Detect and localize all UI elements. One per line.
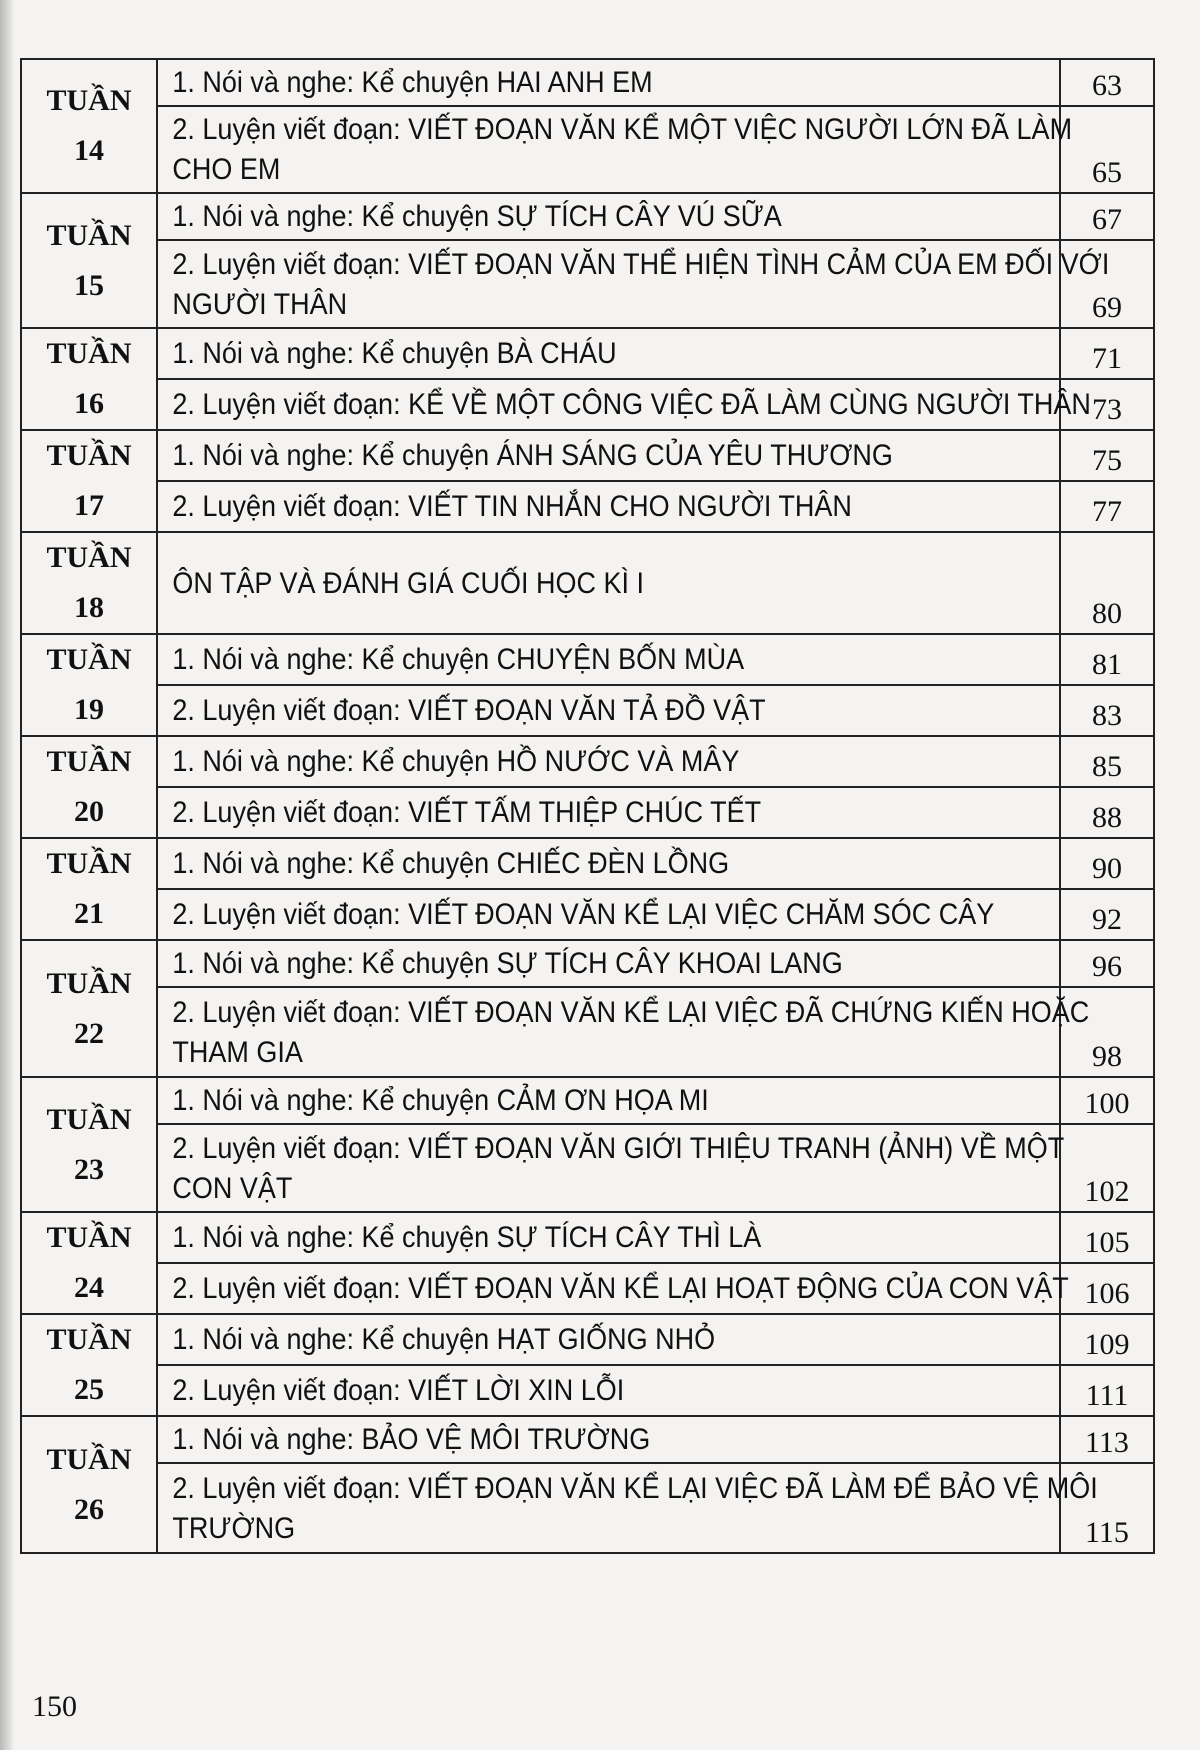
toc-row: [21, 1463, 1154, 1553]
toc-row: [21, 1077, 1154, 1124]
lesson-title: 2. Luyện viết đoạn: VIẾT TIN NHẮN CHO NGƯỜI THÂN: [172, 490, 852, 523]
toc-row: [21, 430, 1154, 481]
lesson-title-cell: [157, 193, 1060, 240]
lesson-page-number: 92: [1060, 889, 1154, 940]
lesson-title-cell: [157, 685, 1060, 736]
lesson-page-number: 90: [1060, 838, 1154, 889]
week-label: [21, 736, 157, 838]
week-number: 19: [74, 693, 104, 726]
lesson-page-number: 83: [1060, 685, 1154, 736]
toc-row: [21, 106, 1154, 193]
week-number: 24: [74, 1271, 104, 1304]
lesson-title: 2. Luyện viết đoạn: KỂ VỀ MỘT CÔNG VIỆC ĐÃ LÀM CÙNG NGƯỜI THÂN: [172, 388, 1091, 421]
lesson-page-number: 85: [1060, 736, 1154, 787]
week-word: TUẦN: [46, 84, 132, 117]
lesson-title-cell: [157, 940, 1060, 987]
toc-row: [21, 1416, 1154, 1463]
toc-row: [21, 940, 1154, 987]
toc-body: [21, 59, 1154, 1553]
lesson-page-number: 67: [1060, 193, 1154, 240]
toc-row: [21, 787, 1154, 838]
toc-row: [21, 838, 1154, 889]
lesson-title-cell: [157, 787, 1060, 838]
lesson-title: ÔN TẬP VÀ ĐÁNH GIÁ CUỐI HỌC KÌ I: [172, 566, 644, 600]
week-label: [21, 634, 157, 736]
toc-row: [21, 987, 1154, 1077]
lesson-page-number: 100: [1060, 1077, 1154, 1124]
lesson-title: 1. Nói và nghe: Kể chuyện HAI ANH EM: [172, 66, 653, 99]
lesson-title: 2. Luyện viết đoạn: VIẾT ĐOẠN VĂN KỂ LẠI HOẠT ĐỘNG CỦA CON VẬT: [172, 1272, 1069, 1305]
lesson-page-number: 115: [1060, 1463, 1154, 1553]
lesson-title: 2. Luyện viết đoạn: VIẾT ĐOẠN VĂN GIỚI THIỆU TRANH (ẢNH) VỀ MỘT CON VẬT: [172, 1131, 1064, 1205]
lesson-title: 1. Nói và nghe: Kể chuyện CHIẾC ĐÈN LỒNG: [172, 847, 730, 880]
lesson-title: 1. Nói và nghe: Kể chuyện SỰ TÍCH CÂY VÚ SỮA: [172, 200, 782, 233]
lesson-title-cell: [157, 1212, 1060, 1263]
lesson-page-number: 105: [1060, 1212, 1154, 1263]
toc-row: [21, 1212, 1154, 1263]
lesson-page-number: 77: [1060, 481, 1154, 532]
week-label: [21, 1314, 157, 1416]
week-word: TUẦN: [46, 1221, 132, 1254]
week-label: [21, 430, 157, 532]
lesson-page-number: 81: [1060, 634, 1154, 685]
lesson-title: 1. Nói và nghe: BẢO VỆ MÔI TRƯỜNG: [172, 1423, 651, 1456]
lesson-page-number: 113: [1060, 1416, 1154, 1463]
week-label: [21, 532, 157, 634]
week-number: 20: [74, 795, 104, 828]
week-label: [21, 1212, 157, 1314]
lesson-title: 1. Nói và nghe: Kể chuyện BÀ CHÁU: [172, 337, 617, 370]
toc-row: [21, 1314, 1154, 1365]
lesson-page-number: 69: [1060, 240, 1154, 328]
lesson-page-number: 80: [1060, 532, 1154, 634]
week-label: [21, 193, 157, 328]
week-label: [21, 1416, 157, 1553]
lesson-title-cell: [157, 1463, 1098, 1553]
lesson-title-cell: [157, 328, 1060, 379]
lesson-title: 2. Luyện viết đoạn: VIẾT ĐOẠN VĂN KỂ LẠI VIỆC ĐÃ CHỨNG KIẾN HOẶC THAM GIA: [172, 995, 1090, 1069]
lesson-title: 1. Nói và nghe: Kể chuyện CHUYỆN BỐN MÙA: [172, 643, 745, 676]
page-number: 150: [32, 1690, 77, 1723]
lesson-page-number: 96: [1060, 940, 1154, 987]
lesson-title-cell: [157, 1077, 1060, 1124]
week-word: TUẦN: [46, 745, 132, 778]
week-word: TUẦN: [46, 643, 132, 676]
lesson-title: 1. Nói và nghe: Kể chuyện CẢM ƠN HỌA MI: [172, 1084, 709, 1117]
week-word: TUẦN: [46, 218, 132, 252]
lesson-title-cell: [157, 1263, 1069, 1314]
week-number: 16: [74, 387, 104, 420]
lesson-page-number: 88: [1060, 787, 1154, 838]
lesson-title: 2. Luyện viết đoạn: VIẾT ĐOẠN VĂN KỂ MỘT VIỆC NGƯỜI LỚN ĐÃ LÀM CHO EM: [172, 113, 1073, 186]
lesson-title: 2. Luyện viết đoạn: VIẾT ĐOẠN VĂN TẢ ĐỒ VẬT: [172, 694, 766, 727]
toc-row: [21, 379, 1154, 430]
week-number: 14: [74, 134, 104, 167]
lesson-title-cell: [157, 1365, 1060, 1416]
lesson-title-cell: [157, 59, 1060, 106]
week-number: 15: [74, 268, 104, 302]
lesson-page-number: 75: [1060, 430, 1154, 481]
lesson-page-number: 102: [1060, 1124, 1154, 1212]
week-word: TUẦN: [46, 541, 132, 574]
toc-row: [21, 193, 1154, 240]
toc-row: [21, 685, 1154, 736]
week-number: 21: [74, 897, 104, 930]
toc-row: [21, 328, 1154, 379]
week-label: [21, 838, 157, 940]
lesson-title: 1. Nói và nghe: Kể chuyện HỒ NƯỚC VÀ MÂY: [172, 745, 740, 778]
week-number: 25: [74, 1373, 104, 1406]
lesson-title-cell: [157, 736, 1060, 787]
lesson-page-number: 111: [1060, 1365, 1154, 1416]
lesson-title-cell: [157, 481, 1060, 532]
lesson-title-cell: [157, 838, 1060, 889]
week-number: 17: [74, 489, 104, 522]
lesson-title: 2. Luyện viết đoạn: VIẾT TẤM THIỆP CHÚC TẾT: [172, 796, 762, 829]
week-label: [21, 328, 157, 430]
lesson-title: 2. Luyện viết đoạn: VIẾT ĐOẠN VĂN KỂ LẠI VIỆC ĐÃ LÀM ĐỂ BẢO VỆ MÔI TRƯỜNG: [172, 1471, 1098, 1545]
lesson-title: 1. Nói và nghe: Kể chuyện SỰ TÍCH CÂY THÌ LÀ: [172, 1221, 762, 1254]
week-label: [21, 1077, 157, 1212]
lesson-page-number: 65: [1060, 106, 1154, 193]
lesson-title-cell: [157, 634, 1060, 685]
lesson-title: 2. Luyện viết đoạn: VIẾT ĐOẠN VĂN THỂ HIỆN TÌNH CẢM CỦA EM ĐỐI VỚI NGƯỜI THÂN: [172, 247, 1110, 321]
lesson-title-cell: [157, 1124, 1064, 1212]
lesson-title-cell: [157, 430, 1060, 481]
week-word: TUẦN: [46, 337, 132, 370]
week-word: TUẦN: [46, 1323, 132, 1356]
lesson-title: 1. Nói và nghe: Kể chuyện SỰ TÍCH CÂY KHOAI LANG: [172, 947, 843, 980]
lesson-title: 2. Luyện viết đoạn: VIẾT ĐOẠN VĂN KỂ LẠI VIỆC CHĂM SÓC CÂY: [172, 898, 995, 931]
lesson-page-number: 73: [1060, 379, 1154, 430]
lesson-title: 2. Luyện viết đoạn: VIẾT LỜI XIN LỖI: [172, 1374, 625, 1407]
lesson-title-cell: [157, 379, 1091, 430]
lesson-title: 1. Nói và nghe: Kể chuyện HẠT GIỐNG NHỎ: [172, 1323, 716, 1356]
toc-row: [21, 736, 1154, 787]
lesson-title-cell: [157, 1314, 1060, 1365]
week-word: TUẦN: [46, 1442, 132, 1476]
week-number: 26: [74, 1492, 104, 1526]
lesson-title-cell: [157, 1416, 1060, 1463]
week-label: [21, 940, 157, 1077]
week-word: TUẦN: [46, 966, 132, 1000]
lesson-title-cell: [157, 106, 1073, 193]
lesson-title: 1. Nói và nghe: Kể chuyện ÁNH SÁNG CỦA YÊU THƯƠNG: [172, 439, 893, 472]
toc-row: [21, 532, 1154, 634]
toc-row: [21, 1124, 1154, 1212]
lesson-page-number: 109: [1060, 1314, 1154, 1365]
lesson-title-cell: [157, 889, 1060, 940]
week-number: 18: [74, 591, 104, 624]
table-of-contents: [20, 58, 1155, 1554]
page-binding-shadow: [0, 0, 14, 1750]
lesson-title-cell: [157, 987, 1090, 1077]
lesson-page-number: 71: [1060, 328, 1154, 379]
toc-row: [21, 481, 1154, 532]
week-word: TUẦN: [46, 1102, 132, 1136]
lesson-title-cell: [157, 532, 1060, 634]
lesson-page-number: 106: [1060, 1263, 1154, 1314]
toc-row: [21, 59, 1154, 106]
week-word: TUẦN: [46, 439, 132, 472]
toc-row: [21, 1365, 1154, 1416]
week-number: 22: [74, 1016, 104, 1050]
toc-row: [21, 889, 1154, 940]
week-label: [21, 59, 157, 193]
toc-row: [21, 240, 1154, 328]
week-word: TUẦN: [46, 847, 132, 880]
toc-row: [21, 634, 1154, 685]
lesson-page-number: 63: [1060, 59, 1154, 106]
lesson-page-number: 98: [1060, 987, 1154, 1077]
toc-row: [21, 1263, 1154, 1314]
week-number: 23: [74, 1152, 104, 1186]
